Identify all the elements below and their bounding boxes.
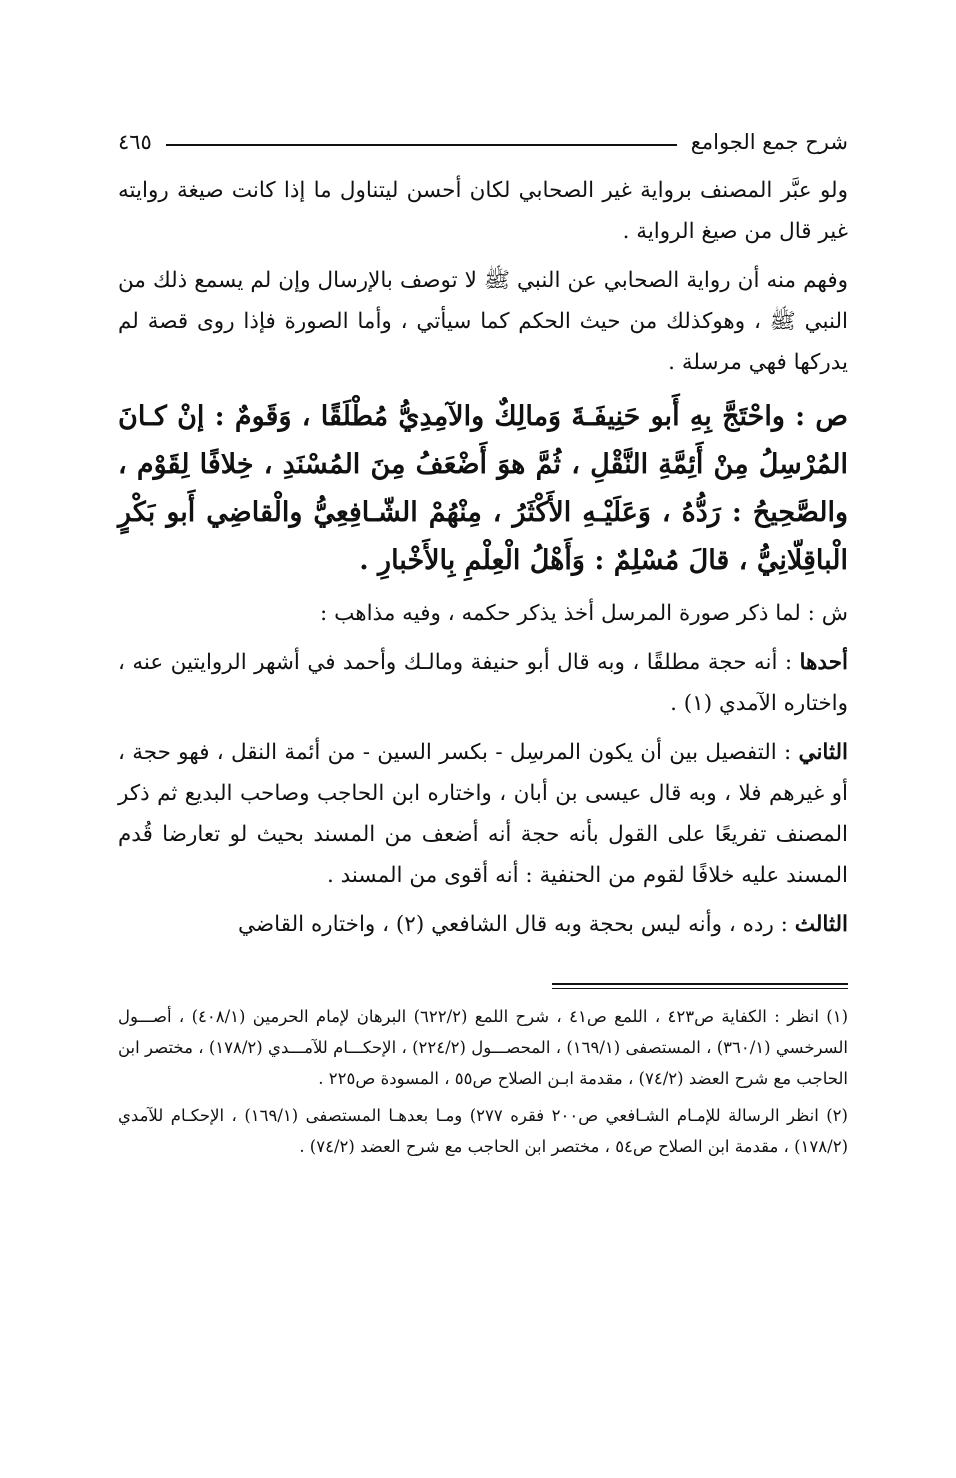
opinion-second-label: الثاني [798,740,848,765]
footnote-separator [552,983,848,989]
opinion-second [118,732,848,896]
running-header [118,120,848,164]
opinion-third-text: : رده ، وأنه ليس بحجة وبه قال الشافعي (٢) ، واختاره القاضي [238,912,788,937]
footnote-1: (١) انظر : الكفاية ص٤٢٣ ، اللمع ص٤١ ، شرح اللمع (٦٢٢/٢) البرهان لإمام الحرمين (٤٠٨/١) ، أصـــول السرخسي (٣٦٠/١) ، المستصفى (١٦٩/١) ، المحصـــول (٢٢٤/٢) ، الإحكـــام للآمـــدي (١٧٨/٢) ، مختصر ابن الحاجب مع شرح العضد (٧٤/٢) ، مقدمة ابـن الصلاح ص٥٥ ، المسودة ص٢٢٥ . [118,1007,848,1088]
opinion-third-label: الثالث [794,912,848,937]
opinion-first-text: : أنه حجة مطلقًا ، وبه قال أبو حنيفة ومالـك وأحمد في أشهر الروايتين عنه ، واختاره الآمدي (١) . [118,650,848,716]
header-rule [166,144,677,146]
opinion-first [118,642,848,724]
matn-text: ص : واحْتَجَّ بِهِ أَبو حَنِيفَـةَ وَمالِكٌ والآمِدِيُّ مُطْلَقًا ، وَقَومٌ : إنْ كـانَ المُرْسِلُ مِنْ أَئِمَّةِ النَّقْلِ ، ثُمَّ هوَ أَضْعَفُ مِنَ المُسْنَدِ ، خِلافًا لِقَوْم ، والصَّحِيحُ : رَدُّهُ ، وَعَلَيْـهِ الأَكْثَرُ ، مِنْهُمْ الشّـافِعِيُّ والْقاضِي أَبو بَكْرٍ الْباقِلّانِيُّ ، قالَ مُسْلِمٌ : وَأَهْلُ الْعِلْمِ بِالأَخْبارِ . [118,401,848,576]
book-title: شرح جمع الجوامع [690,130,848,154]
paragraph-1: ولو عبَّر المصنف برواية غير الصحابي لكان أحسن ليتناول ما إذا كانت صيغة روايته غير قال من صيغ الرواية . [118,178,848,244]
opinion-third [118,904,848,945]
commentary-intro: ش : لما ذكر صورة المرسل أخذ يذكر حكمه ، وفيه مذاهب : [320,601,848,626]
book-page [118,120,848,1168]
opinion-first-label: أحدها [799,650,848,675]
footnote-2: (٢) انظر الرسالة للإمـام الشـافعي ص٢٠٠ فقره ٢٧٧) ومـا بعدهـا المستصفى (١٦٩/١) ، الإحكـام للآمدي (١٧٨/٢) ، مقدمة ابن الصلاح ص٥٤ ، مختصر ابن الحاجب مع شرح العضد (٧٤/٢) . [118,1106,848,1156]
paragraph-2: وفهم منه أن رواية الصحابي عن النبي ﷺ لا توصف بالإرسال وإن لم يسمع ذلك من النبي ﷺ ، وهوكذلك من حيث الحكم كما سيأتي ، وأما الصورة فإذا روى قصة لم يدركها فهي مرسلة . [118,268,848,375]
opinion-second-text: : التفصيل بين أن يكون المرسِل - بكسر السين - من أئمة النقل ، فهو حجة ، أو غيرهم فلا ، وبه قال عيسى بن أبان ، واختاره ابن الحاجب وصاحب البديع ثم ذكر المصنف تفريعًا على القول بأنه حجة أنه أضعف من المسند بحيث لو تعارضا قُدم المسند عليه خلافًا لقوم من الحنفية : أنه أقوى من المسند . [118,740,848,888]
page-number: ٤٦٥ [118,130,152,154]
